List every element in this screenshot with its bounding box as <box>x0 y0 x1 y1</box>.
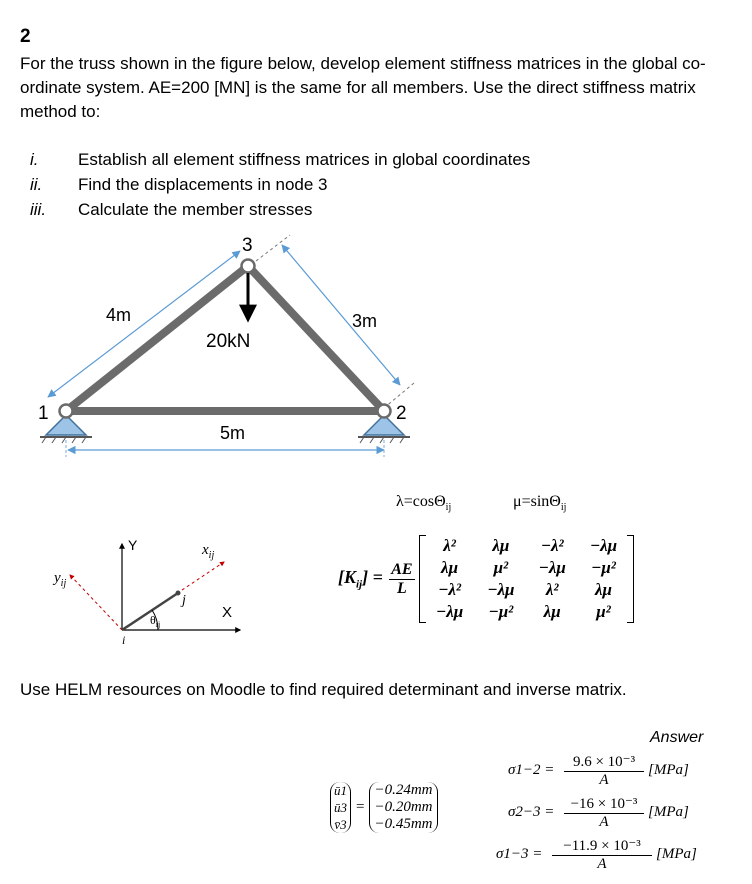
matrix-row <box>424 601 629 623</box>
displacement-var: ū1 <box>334 783 347 798</box>
task-number: iii. <box>30 200 47 219</box>
stress-numerator: −11.9 × 10⁻³ <box>563 838 641 854</box>
displacement-equation: ū1 ū3 v̄3 = −0.24mm −0.20mm −0.45mm <box>330 782 438 833</box>
factor-denominator: L <box>389 579 415 598</box>
mu-definition: μ=sinΘ$_{ij}$ <box>513 493 567 514</box>
task-number: ii. <box>30 175 43 194</box>
global-y-label: Y <box>128 537 138 553</box>
matrix-table <box>424 535 629 623</box>
stress-fraction <box>564 794 644 831</box>
task-list <box>30 147 530 222</box>
dimension-line-4m <box>48 251 240 397</box>
displacement-value: −0.45mm <box>374 816 433 832</box>
node-3-label: 3 <box>242 235 253 256</box>
stress-fraction <box>552 836 652 873</box>
node-3 <box>242 260 255 273</box>
displacement-var: ū3 <box>334 800 347 815</box>
task-text: Find the displacements in node 3 <box>78 175 328 194</box>
stress-denominator: A <box>564 813 644 831</box>
matrix-cell: λμ <box>594 580 612 599</box>
task-number: i. <box>30 150 39 169</box>
truss-diagram <box>0 225 752 465</box>
displacement-vector <box>330 782 351 833</box>
displacement-values-vector <box>369 782 437 833</box>
matrix-cell: λμ <box>441 558 459 577</box>
displacement-value: −0.20mm <box>374 799 433 815</box>
stress-denominator: A <box>552 855 652 873</box>
matrix-cell: λ² <box>545 580 559 599</box>
local-axes-diagram <box>40 520 270 665</box>
question-intro: For the truss shown in the figure below, develop element stiffness matrices in the global co-ordinate system. AE=200 [MN] is the same for all members. Use the direct stiffness matrix method to: <box>20 54 706 121</box>
stress-unit: [MPa] <box>648 804 689 820</box>
matrix-bracket <box>419 535 634 623</box>
stress-label: σ1−3 = <box>496 846 543 862</box>
matrix-row <box>424 579 629 601</box>
global-x-label: X <box>222 604 233 621</box>
matrix-row <box>424 535 629 557</box>
member-2-3 <box>248 266 384 411</box>
local-x-label: $x_{ij}$ <box>202 542 215 561</box>
load-label: 20kN <box>206 331 251 352</box>
factor-numerator: AE <box>391 560 413 578</box>
task-item <box>30 172 530 197</box>
task-text: Establish all element stiffness matrices in global coordinates <box>78 150 531 169</box>
task-text: Calculate the member stresses <box>78 200 313 219</box>
lambda-definition: λ=cosΘ$_{ij}$ <box>396 493 452 514</box>
matrix-lhs: $[K_{ij}]$ = <box>338 567 383 591</box>
matrix-cell: −λμ <box>435 602 464 621</box>
matrix-cell: −μ² <box>488 602 514 621</box>
node-1-label: 1 <box>38 403 49 424</box>
stress-unit: [MPa] <box>648 762 689 778</box>
stress-label: σ2−3 = <box>508 804 555 820</box>
angle-label: $\theta_{ij}$ <box>150 613 161 629</box>
local-y-axis <box>70 575 122 630</box>
stress-equation-1-3 <box>496 836 697 873</box>
matrix-cell: λμ <box>543 602 561 621</box>
node-i-label: i <box>122 633 126 647</box>
stress-equation-1-2 <box>508 752 689 789</box>
node-j-label: j <box>182 593 186 608</box>
matrix-cell: μ² <box>493 558 509 577</box>
matrix-factor <box>389 561 415 598</box>
matrix-cell: μ² <box>596 602 611 621</box>
stress-label: σ1−2 = <box>508 762 555 778</box>
length-label-3m: 3m <box>352 311 378 331</box>
local-y-label: $y_{ij}$ <box>54 570 67 589</box>
task-item <box>30 197 530 222</box>
node-2-label: 2 <box>396 403 407 424</box>
matrix-cell: −λμ <box>589 536 618 555</box>
stress-equation-2-3 <box>508 794 689 831</box>
matrix-cell: −μ² <box>591 558 616 577</box>
stress-denominator: A <box>564 771 644 789</box>
matrix-cell: −λμ <box>538 558 566 577</box>
matrix-cell: −λ² <box>438 580 462 599</box>
answer-label: Answer <box>650 729 704 746</box>
stress-unit: [MPa] <box>656 846 697 862</box>
question-number: 2 <box>20 26 31 47</box>
displacement-var: v̄3 <box>334 817 347 832</box>
helm-note: Use HELM resources on Moodle to find required determinant and inverse matrix. <box>20 680 627 699</box>
matrix-row <box>424 557 629 579</box>
matrix-cell: λμ <box>492 536 510 555</box>
stress-numerator: −16 × 10⁻³ <box>570 796 638 812</box>
node-j-point <box>176 591 181 596</box>
stress-fraction <box>564 752 644 789</box>
length-label-5m: 5m <box>220 423 246 443</box>
matrix-cell: −λ² <box>540 536 564 555</box>
matrix-cell: λ² <box>443 536 456 555</box>
displacement-value: −0.24mm <box>374 782 433 798</box>
matrix-cell: −λμ <box>487 580 515 599</box>
stiffness-matrix-formula <box>338 524 634 634</box>
node-1 <box>60 405 73 418</box>
stress-numerator: 9.6 × 10⁻³ <box>572 754 636 770</box>
length-label-4m: 4m <box>106 305 132 325</box>
node-2 <box>378 405 391 418</box>
task-item <box>30 147 530 172</box>
